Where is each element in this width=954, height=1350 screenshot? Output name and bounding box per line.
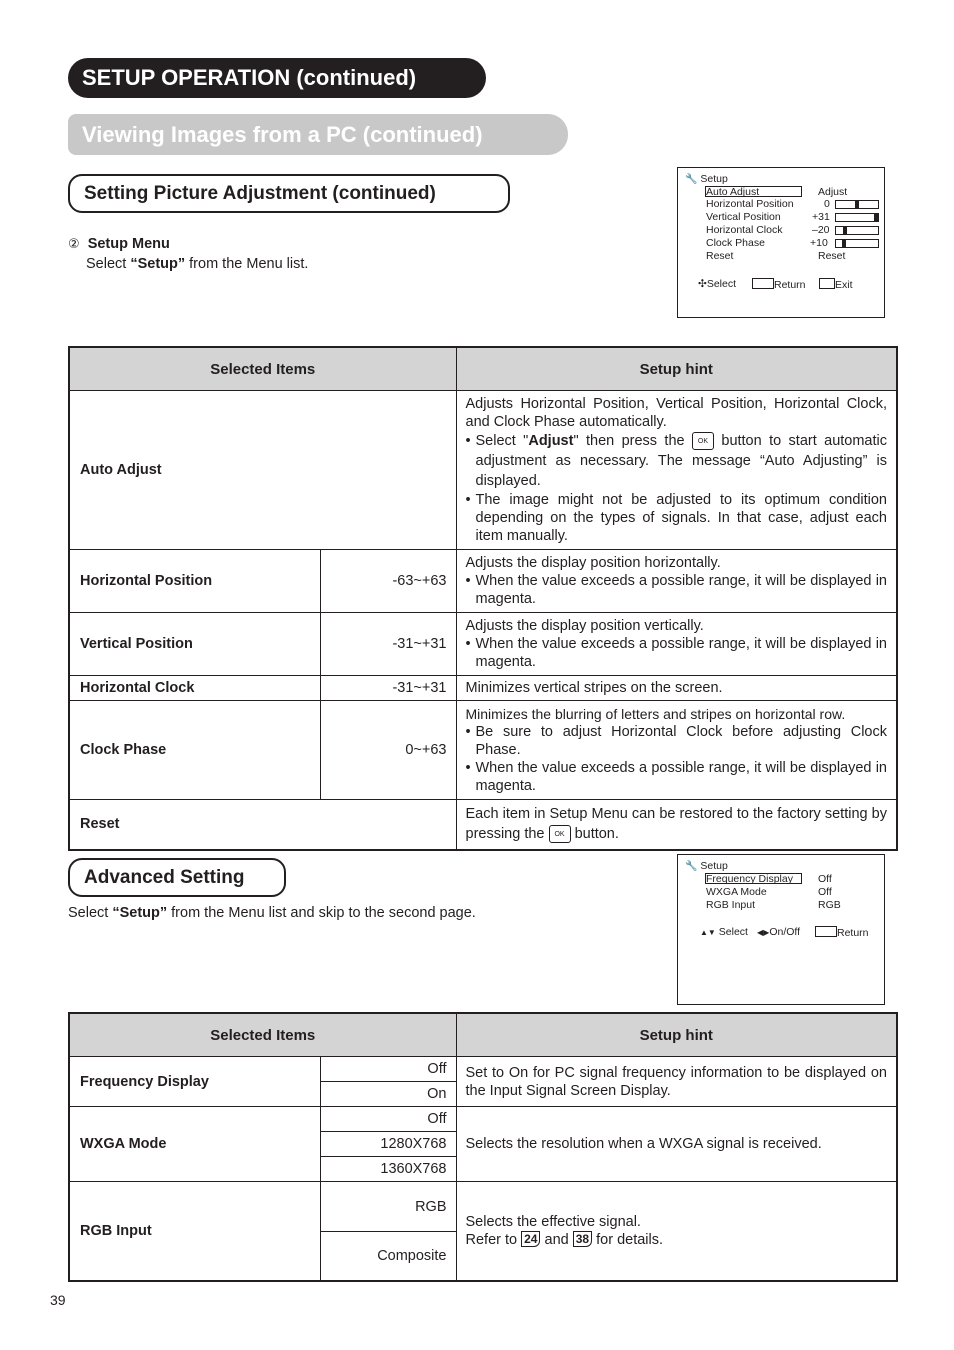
- exit-button-icon: [819, 278, 835, 289]
- column-header-items: Selected Items: [69, 1013, 456, 1057]
- hint-text: Adjusts Horizontal Position, Vertical Position, Horizontal Clock, and Clock Phase automatically.: [465, 396, 887, 430]
- osd-row-label: Auto Adjust: [706, 186, 760, 198]
- osd-row-label: Frequency Display: [706, 873, 793, 885]
- return-button-icon: [815, 926, 837, 937]
- osd-level-bar: [835, 226, 879, 235]
- hint-text: The image might not be adjusted to its optimum condition depending on the types of signals. In that case, adjust each item manually.: [475, 492, 887, 544]
- instruction-text: from the Menu list.: [185, 256, 309, 272]
- hint-vertical-position: [456, 613, 897, 676]
- option-cell: Off: [320, 1107, 456, 1132]
- osd-title-label: Setup: [700, 173, 728, 185]
- table-header-row: [69, 347, 897, 391]
- osd-row-label: Horizontal Clock: [706, 224, 783, 236]
- hint-emphasis: Adjust: [528, 433, 574, 449]
- hint-text: button to start automatic adjustment as necessary. The message “Auto Adjusting” is displayed.: [475, 433, 887, 489]
- ok-button-icon: OK: [549, 825, 571, 843]
- page-subtitle: Viewing Images from a PC (continued): [68, 114, 568, 155]
- hint-text: Minimizes the blurring of letters and stripes on horizontal row.: [465, 706, 846, 722]
- table-row: [69, 1182, 897, 1232]
- step-marker: ②: [68, 236, 80, 251]
- hint-text: When the value exceeds a possible range, it will be displayed in magenta.: [475, 636, 887, 670]
- osd-level-knob: [874, 214, 878, 221]
- osd-footer-label: Select: [718, 926, 748, 938]
- wrench-icon: 🔧: [685, 861, 698, 872]
- item-clock-phase: Clock Phase: [69, 701, 320, 800]
- hint-text: and: [544, 1231, 569, 1248]
- hint-text: Select ": [475, 433, 529, 449]
- section-title-advanced-setting: Advanced Setting: [68, 858, 286, 897]
- hint-clock-phase: [456, 701, 897, 800]
- advanced-instruction: [68, 905, 476, 921]
- osd-row-value: +31: [812, 211, 830, 223]
- hint-bullet: • The image might not be adjusted to its optimum condition depending on the types of signals. In that case, adjust each item manually.: [465, 492, 887, 544]
- hint-text: When the value exceeds a possible range, it will be displayed in magenta.: [475, 760, 887, 794]
- osd-row-value: Reset: [818, 250, 846, 262]
- hint-horizontal-position: [456, 550, 897, 613]
- hint-text: button.: [574, 826, 619, 843]
- item-horizontal-position: Horizontal Position: [69, 550, 320, 613]
- step-instruction: [86, 256, 308, 272]
- cross-arrows-icon: ✣: [698, 278, 707, 290]
- osd-footer-select: [698, 278, 736, 290]
- osd-level-knob: [842, 240, 846, 247]
- osd-title: [685, 860, 728, 872]
- item-wxga-mode: WXGA Mode: [69, 1107, 320, 1182]
- osd-row-value: +10: [810, 237, 828, 249]
- osd-row-value: Adjust: [818, 186, 848, 198]
- instruction-text: Select: [68, 905, 113, 921]
- page-number: 39: [50, 1292, 66, 1308]
- hint-reset: [456, 800, 897, 850]
- range-clock-phase: 0~+63: [320, 701, 456, 800]
- hint-text: " then press the: [573, 433, 685, 449]
- osd-level-bar: [835, 239, 879, 248]
- picture-adjustment-table: [68, 346, 898, 851]
- item-rgb-input: RGB Input: [69, 1182, 320, 1281]
- instruction-text: from the Menu list and skip to the second page.: [167, 905, 476, 921]
- left-right-arrows-icon: ◀▶: [757, 928, 770, 937]
- page-reference-icon: 24: [521, 1231, 540, 1247]
- page-reference-icon: 38: [573, 1231, 592, 1247]
- osd-row-value: Off: [818, 873, 832, 885]
- item-reset: Reset: [69, 800, 456, 850]
- range-horizontal-position: -63~+63: [320, 550, 456, 613]
- osd-level-knob: [855, 201, 859, 208]
- hint-line: [466, 1231, 888, 1249]
- osd-row-label: WXGA Mode: [706, 886, 767, 898]
- column-header-hint: Setup hint: [456, 1013, 897, 1057]
- osd-footer-select: [700, 926, 748, 938]
- wrench-icon: 🔧: [685, 174, 698, 185]
- step-title: Setup Menu: [87, 236, 170, 252]
- option-cell: 1280X768: [320, 1132, 456, 1157]
- osd-footer-return: [752, 278, 806, 291]
- osd-title: [685, 173, 728, 185]
- osd-footer-exit: [819, 278, 853, 291]
- osd-level-bar: [835, 200, 879, 209]
- instruction-emphasis: “Setup”: [112, 905, 168, 921]
- hint-text: Refer to: [465, 1231, 518, 1248]
- osd-footer-label: Return: [837, 927, 869, 939]
- table-row: [69, 800, 897, 850]
- hint-rgb-input: [456, 1182, 897, 1281]
- osd-title-label: Setup: [700, 860, 728, 872]
- table-row: [69, 701, 897, 800]
- hint-bullet: • When the value exceeds a possible range, it will be displayed in magenta.: [465, 573, 887, 607]
- option-cell: Off: [320, 1057, 456, 1082]
- hint-text: Be sure to adjust Horizontal Clock before adjusting Clock Phase.: [475, 724, 887, 758]
- table-row: [69, 613, 897, 676]
- table-row: [69, 1107, 897, 1132]
- table-row: [69, 1057, 897, 1082]
- hint-text: Each item in Setup Menu can be restored to the factory setting by pressing the: [465, 806, 887, 843]
- hint-bullet: • Select "Adjust" then press the OK button to start automatic adjustment as necessary. The message “Auto Adjusting” is displayed.: [465, 433, 887, 489]
- hint-bullet: • When the value exceeds a possible range, it will be displayed in magenta.: [465, 636, 887, 670]
- table-row: [69, 391, 897, 550]
- instruction-emphasis: “Setup”: [130, 256, 186, 272]
- item-vertical-position: Vertical Position: [69, 613, 320, 676]
- hint-bullet: • Be sure to adjust Horizontal Clock before adjusting Clock Phase.: [465, 724, 887, 758]
- up-down-arrows-icon: ▲▼: [700, 928, 716, 937]
- hint-text: for details.: [596, 1231, 664, 1248]
- item-frequency-display: Frequency Display: [69, 1057, 320, 1107]
- hint-text: When the value exceeds a possible range, it will be displayed in magenta.: [475, 573, 887, 607]
- osd-setup-menu: [677, 167, 885, 318]
- osd-row-label: Reset: [706, 250, 734, 262]
- table-row: [69, 676, 897, 701]
- osd-level-knob: [843, 227, 847, 234]
- osd-footer-label: Exit: [835, 279, 853, 291]
- osd-level-bar: [835, 213, 879, 222]
- return-button-icon: [752, 278, 774, 289]
- option-cell: RGB: [320, 1182, 456, 1232]
- item-horizontal-clock: Horizontal Clock: [69, 676, 320, 701]
- osd-row-value: –20: [812, 224, 830, 236]
- osd-footer-label: Select: [706, 278, 736, 290]
- hint-text: Adjusts the display position horizontally.: [465, 555, 721, 571]
- osd-setup-menu-page2: [677, 854, 885, 1005]
- osd-row-value: 0: [824, 198, 830, 210]
- option-cell: On: [320, 1082, 456, 1107]
- osd-footer-label: Return: [774, 279, 806, 291]
- range-horizontal-clock: -31~+31: [320, 676, 456, 701]
- column-header-items: Selected Items: [69, 347, 456, 391]
- hint-frequency-display: Set to On for PC signal frequency information to be displayed on the Input Signal Screen Display.: [456, 1057, 897, 1107]
- hint-text: Adjusts the display position vertically.: [465, 618, 704, 634]
- osd-row-label: Clock Phase: [706, 237, 765, 249]
- section-title-picture-adjustment: Setting Picture Adjustment (continued): [68, 174, 510, 213]
- instruction-text: Select: [86, 256, 131, 272]
- item-auto-adjust: Auto Adjust: [69, 391, 456, 550]
- osd-row-label: Vertical Position: [706, 211, 781, 223]
- hint-auto-adjust: [456, 391, 897, 550]
- column-header-hint: Setup hint: [456, 347, 897, 391]
- osd-row-value: Off: [818, 886, 832, 898]
- osd-row-label: RGB Input: [706, 899, 756, 911]
- hint-wxga-mode: Selects the resolution when a WXGA signal is received.: [456, 1107, 897, 1182]
- table-row: [69, 550, 897, 613]
- advanced-setting-table: [68, 1012, 898, 1282]
- ok-button-icon: OK: [692, 432, 714, 450]
- range-vertical-position: -31~+31: [320, 613, 456, 676]
- osd-row-label: Horizontal Position: [706, 198, 794, 210]
- step-heading: [68, 236, 170, 252]
- page-title: SETUP OPERATION (continued): [68, 58, 486, 98]
- option-cell: Composite: [320, 1232, 456, 1281]
- table-header-row: [69, 1013, 897, 1057]
- osd-footer-onoff: [757, 926, 800, 938]
- osd-footer-label: On/Off: [769, 926, 801, 938]
- osd-row-value: RGB: [818, 899, 841, 911]
- hint-text: Selects the effective signal.: [465, 1213, 641, 1230]
- osd-footer-return: [815, 926, 869, 939]
- hint-horizontal-clock: Minimizes vertical stripes on the screen.: [456, 676, 897, 701]
- option-cell: 1360X768: [320, 1157, 456, 1182]
- hint-bullet: • When the value exceeds a possible range, it will be displayed in magenta.: [465, 760, 887, 794]
